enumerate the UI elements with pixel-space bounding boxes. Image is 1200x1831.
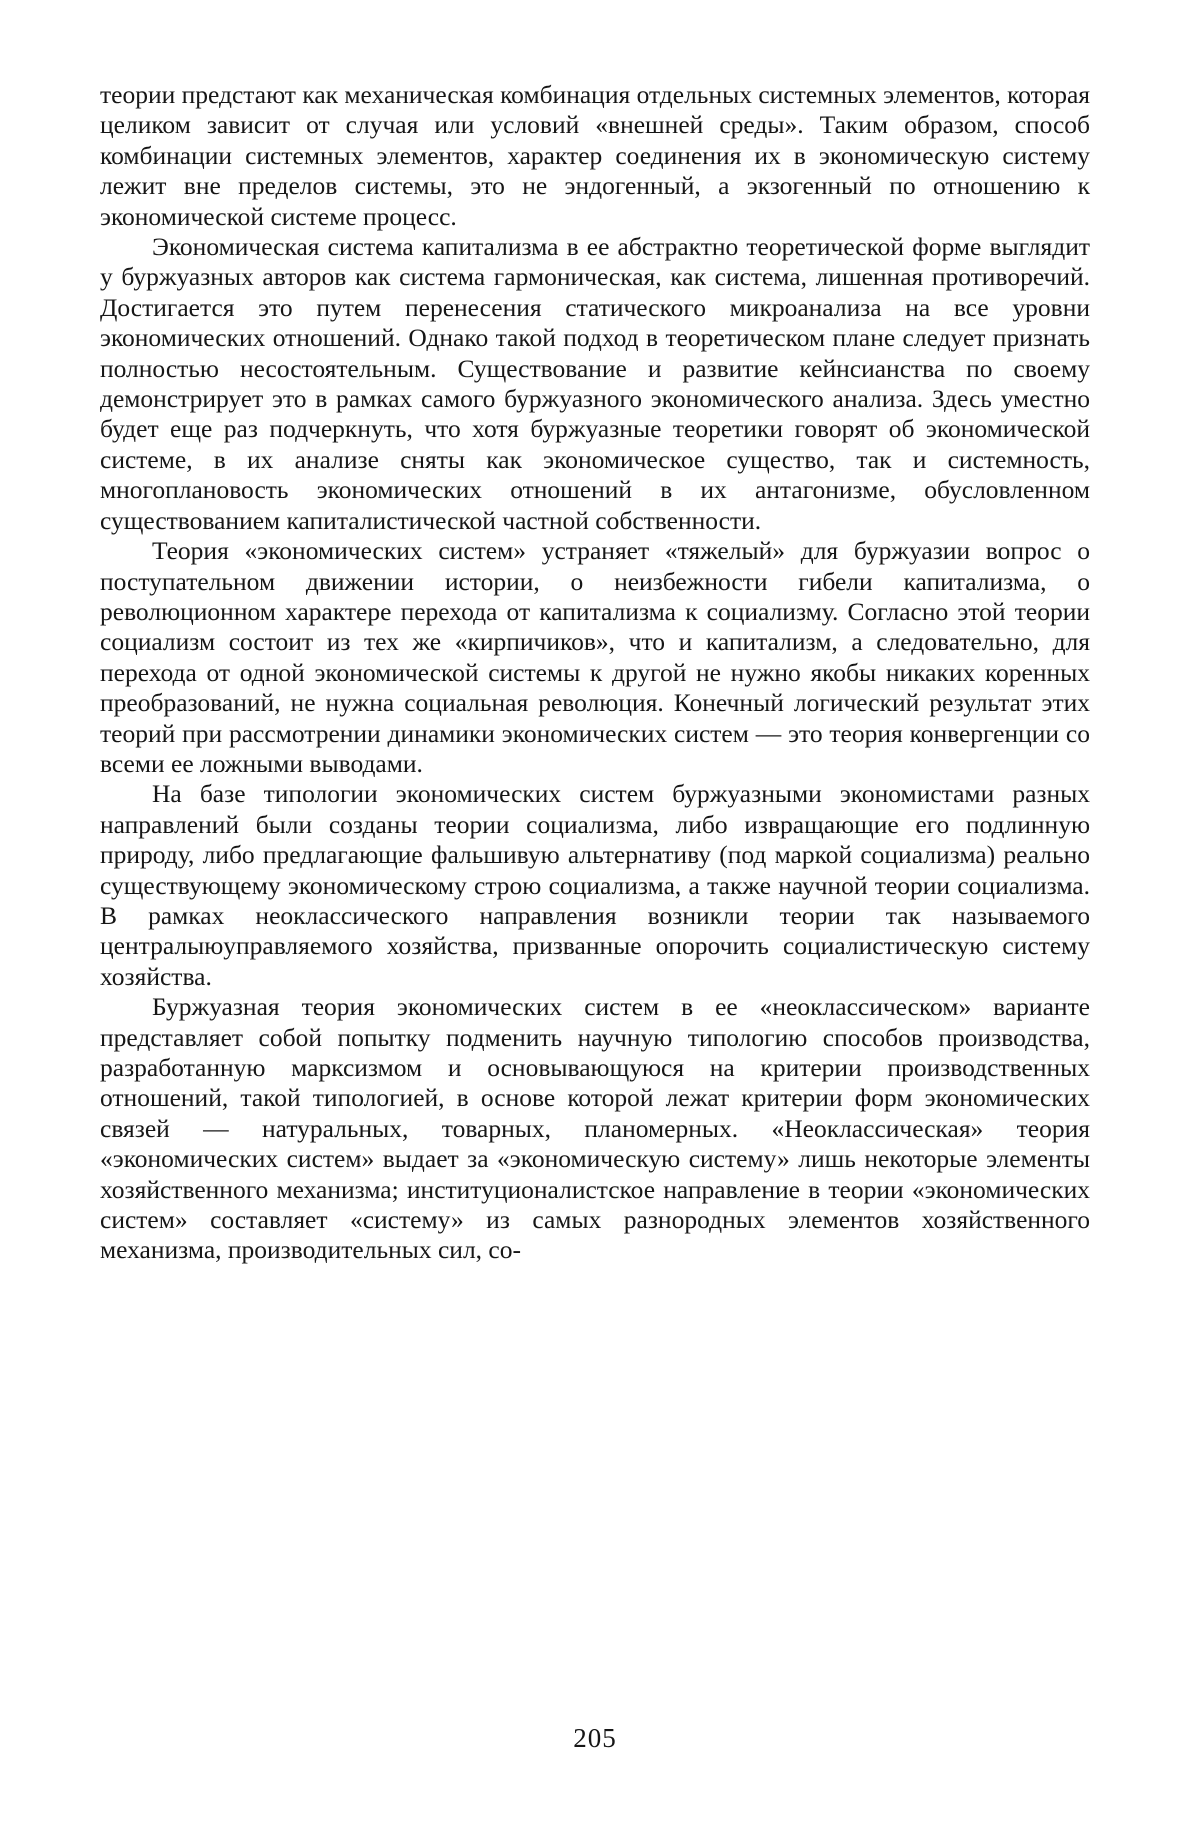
paragraph-4: На базе типологии экономических систем буржуазными экономистами разных направлений были созданы теории социализма, либо извращающие его подлинную природу, либо предлагающие фальшивую альтернативу (под маркой социализма) реально существующему экономическому строю социализма, а также научной теории социализма. В рамках неоклассического направления возникли теории так называемого централыюуправляемого хозяйства, призванные опорочить социалистическую систему хозяйства.: [100, 779, 1090, 992]
page-number: 205: [100, 1723, 1090, 1753]
paragraph-3: Теория «экономических систем» устраняет «тяжелый» для буржуазии вопрос о поступательном движении истории, о неизбежности гибели капитализма, о революционном характере перехода от капитализма к социализму. Согласно этой теории социализм состоит из тех же «кирпичиков», что и капитализм, а следовательно, для перехода от одной экономической системы к другой не нужно якобы никаких коренных преобразований, не нужна социальная революция. Конечный логический результат этих теорий при рассмотрении динамики экономических систем — это теория конвергенции со всеми ее ложными выводами.: [100, 536, 1090, 779]
paragraph-5: Буржуазная теория экономических систем в ее «неоклассическом» варианте представляет собой попытку подменить научную типологию способов производства, разработанную марксизмом и основывающуюся на критерии производственных отношений, такой типологией, в основе которой лежат критерии форм экономических связей — натуральных, товарных, планомерных. «Неоклассическая» теория «экономических систем» выдает за «экономическую систему» лишь некоторые элементы хозяйственного механизма; институционалистское направление в теории «экономических систем» составляет «систему» из самых разнородных элементов хозяйственного механизма, производительных сил, со-: [100, 992, 1090, 1266]
book-page: [100, 80, 1090, 1820]
paragraph-1: теории предстают как механическая комбинация отдельных системных элементов, которая целиком зависит от случая или условий «внешней среды». Таким образом, способ комбинации системных элементов, характер соединения их в экономическую систему лежит вне пределов системы, это не эндогенный, а экзогенный по отношению к экономической системе процесс.: [100, 80, 1090, 232]
paragraph-2: Экономическая система капитализма в ее абстрактно теоретической форме выглядит у буржуазных авторов как система гармоническая, как система, лишенная противоречий. Достигается это путем перенесения статического микроанализа на все уровни экономических отношений. Однако такой подход в теоретическом плане следует признать полностью несостоятельным. Существование и развитие кейнсианства по своему демонстрирует это в рамках самого буржуазного экономического анализа. Здесь уместно будет еще раз подчеркнуть, что хотя буржуазные теоретики говорят об экономической системе, в их анализе сняты как экономическое существо, так и системность, многоплановость экономических отношений в их антагонизме, обусловленном существованием капиталистической частной собственности.: [100, 232, 1090, 536]
